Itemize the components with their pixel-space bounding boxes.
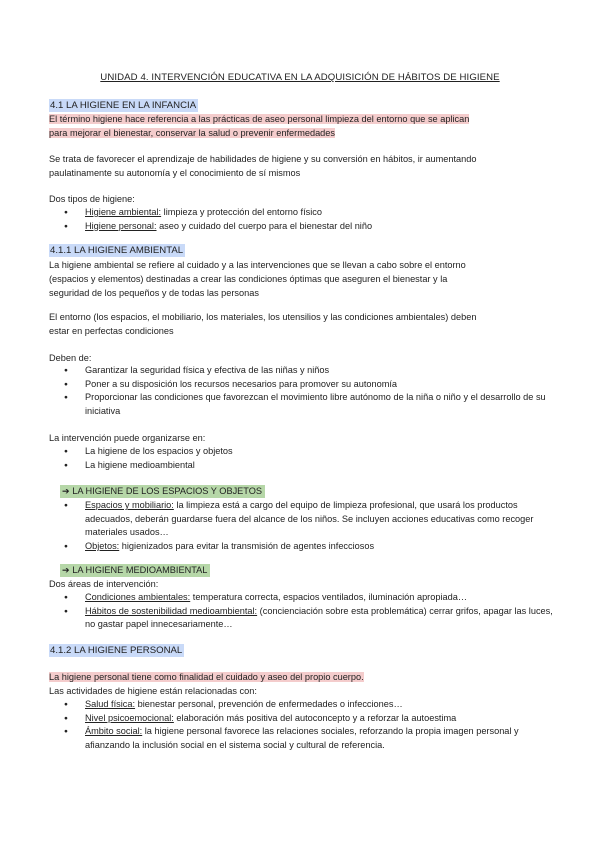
tipos-intro: Dos tipos de higiene: (49, 194, 135, 204)
list-item-term: Nivel psicoemocional: (85, 712, 174, 723)
list-item: ● La higiene de los espacios y objetos (49, 445, 554, 459)
favor-line-2: paulatinamente su autonomía y el conocimiento de sí mismos (49, 168, 301, 178)
ambiental-line-1: La higiene ambiental se refiere al cuidado y a las intervenciones que se llevan a cabo sobre el entorno (49, 260, 466, 270)
list-item (49, 605, 554, 632)
act-intro: Las actividades de higiene están relacionadas con: (49, 686, 257, 696)
list-item: ● Poner a su disposición los recursos necesarios para promover su autonomía (49, 378, 554, 392)
list-item (49, 220, 554, 234)
list-item-term: Condiciones ambientales: (85, 592, 191, 602)
medio-intro: Dos áreas de intervención: (49, 579, 159, 589)
list-item-term: Higiene ambiental: (85, 207, 162, 217)
espacios-heading: ➔ LA HIGIENE DE LOS ESPACIOS Y OBJETOS (60, 485, 265, 498)
ambiental-line-2: (espacios y elementos) destinadas a crear las condiciones óptimas que aseguren el bienestar y la (49, 274, 448, 284)
list-item-term: Salud física: (85, 699, 136, 709)
list-item-text: bienestar personal, prevención de enfermedades o infecciones… (135, 699, 403, 709)
list-item-term: Ámbito social: (85, 726, 143, 737)
heading-4-1-2: 4.1.2 LA HIGIENE PERSONAL (50, 645, 183, 656)
list-item (49, 540, 554, 554)
favor-line-1: Se trata de favorecer el aprendizaje de habilidades de higiene y su conversión en hábitos, ir aumentando (49, 154, 477, 164)
list-item-text: higienizados para evitar la transmisión de agentes infecciosos (119, 540, 375, 551)
document-title: UNIDAD 4. INTERVENCIÓN EDUCATIVA EN LA ADQUISICIÓN DE HÁBITOS DE HIGIENE (100, 72, 500, 83)
ambiental-paragraph-1 (49, 258, 554, 300)
definition-line-2: para mejorar el bienestar, conservar la salud o prevenir enfermedades (49, 128, 335, 138)
ambiental-paragraph-2 (49, 310, 554, 338)
entorno-line-2: estar en perfectas condiciones (49, 326, 174, 336)
heading-4-1: 4.1 LA HIGIENE EN LA INFANCIA (50, 100, 197, 111)
list-item: ● Garantizar la seguridad física y efectiva de las niñas y niños (49, 364, 554, 378)
deben-intro: Deben de: (49, 353, 92, 363)
list-item-text: limpieza y protección del entorno físico (161, 207, 322, 217)
organiza-intro: La intervención puede organizarse en: (49, 433, 206, 443)
list-item (49, 499, 554, 540)
personal-definition-text: La higiene personal tiene como finalidad el cuidado y aseo del propio cuerpo. (49, 672, 364, 682)
list-item-text: la higiene personal favorece las relaciones sociales, reforzando la propia imagen personal y afianzando la inclusión social en el sistema social y cultural de referencia. (85, 726, 519, 750)
list-item: ● Proporcionar las condiciones que favorezcan el movimiento libre autónomo de la niña o niño y el desarrollo de su iniciativa (49, 391, 554, 418)
medioambiental-heading: ➔ LA HIGIENE MEDIOAMBIENTAL (60, 564, 210, 577)
list-item-text: elaboración más positiva del autoconcepto y a reforzar la autoestima (173, 712, 457, 723)
list-item-text: (concienciación sobre esta problemática) cerrar grifos, apagar las luces, no gastar papel innecesariamente… (85, 605, 553, 630)
medio-list (49, 591, 554, 632)
list-item-term: Higiene personal: (85, 220, 157, 231)
list-item-term: Espacios y mobiliario: (85, 500, 174, 510)
list-item-text: la limpieza está a cargo del equipo de limpieza profesional, que usará los productos adecuados, deberán guardarse fuera del alcance de los niños. Se incluyen acciones educativas como recoger materiales usados… (85, 500, 534, 538)
heading-4-1-1: 4.1.1 LA HIGIENE AMBIENTAL (50, 245, 184, 256)
tipos-list (49, 206, 554, 233)
list-item-text: aseo y cuidado del cuerpo para el bienestar del niño (156, 220, 373, 231)
definition-paragraph (49, 112, 554, 140)
list-item: ● La higiene medioambiental (49, 459, 554, 473)
list-item (49, 725, 554, 752)
ambiental-line-3: seguridad de los pequeños y de todas las personas (49, 288, 259, 298)
favor-paragraph (49, 152, 554, 180)
list-item-term: Objetos: (85, 540, 120, 551)
actividades-list (49, 698, 554, 752)
list-item-term: Hábitos de sostenibilidad medioambiental: (85, 605, 258, 616)
list-item-text: temperatura correcta, espacios ventilados, iluminación apropiada… (190, 592, 468, 602)
entorno-line-1: El entorno (los espacios, el mobiliario, los materiales, los utensilios y las condiciones ambientales) deben (49, 312, 477, 322)
list-item (49, 206, 554, 220)
definition-line-1: El término higiene hace referencia a las prácticas de aseo personal limpieza del entorno que se aplican (49, 114, 470, 124)
organiza-list (49, 445, 554, 472)
list-item (49, 591, 554, 605)
espacios-list (49, 499, 554, 553)
list-item (49, 712, 554, 726)
list-item (49, 698, 554, 712)
deben-list (49, 364, 554, 418)
personal-definition (49, 670, 554, 684)
